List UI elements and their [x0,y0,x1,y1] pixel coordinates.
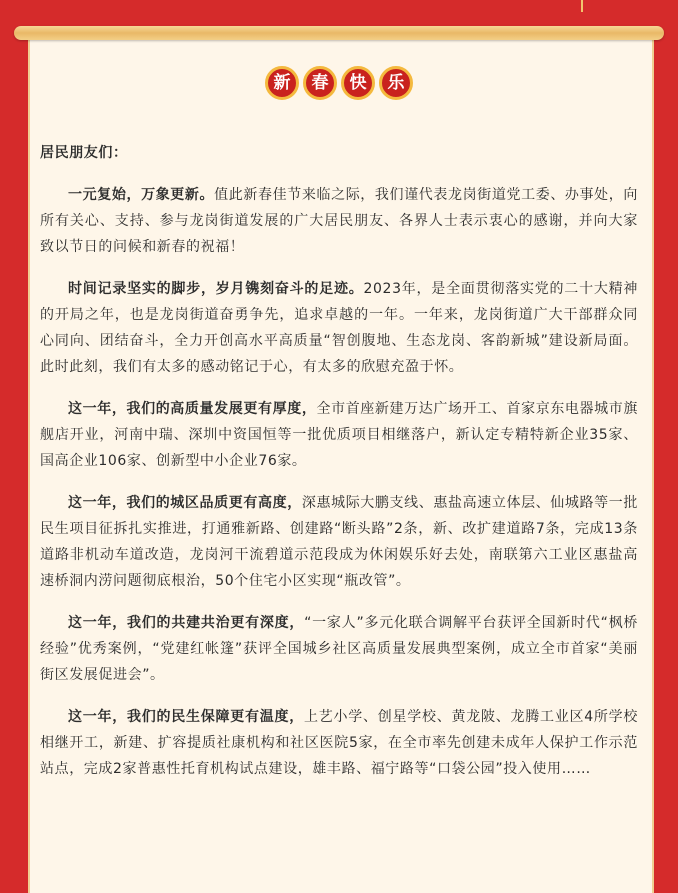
paragraph-5 [40,610,638,688]
paragraph-1-body: 值此新春佳节来临之际，我们谨代表龙岗街道党工委、办事处，向所有关心、支持、参与龙岗街道发展的广大居民朋友、各界人士表示衷心的感谢，并向大家致以节日的问候和新春的祝福！ [40,187,638,255]
title-char-2: 春 [303,66,337,100]
paragraph-3-lead: 这一年，我们的高质量发展更有厚度， [68,401,317,417]
paragraph-2-body: 2023年，是全面贯彻落实党的二十大精神的开局之年，也是龙岗街道奋勇争先，追求卓越的一年。一年来，龙岗街道广大干部群众同心同向、团结奋斗，全力开创高水平高质量“智创腹地、生态龙岗、客韵新城”建设新局面。此时此刻，我们有太多的感动铭记于心，有太多的欣慰充盈于怀。 [40,281,639,375]
paragraph-6-body: 上艺小学、创星学校、黄龙陂、龙腾工业区4所学校相继开工，新建、扩容提质社康机构和社区医院5家，在全市率先创建未成年人保护工作示范站点，完成2家普惠性托育机构试点建设，雄丰路、福宁路等“口袋公园”投入使用…… [40,709,638,777]
paragraph-6 [40,704,638,782]
paragraph-4-lead: 这一年，我们的城区品质更有高度， [68,495,302,511]
paragraph-6-lead: 这一年，我们的民生保障更有温度， [68,709,304,725]
paragraph-2-lead: 时间记录坚实的脚步，岁月镌刻奋斗的足迹。 [68,281,364,297]
paragraph-5-body: “一家人”多元化联合调解平台获评全国新时代“枫桥经验”优秀案例，“党建红帐篷”获评全国城乡社区高质量发展典型案例，成立全市首家“美丽街区发展促进会”。 [40,615,638,683]
title-char-4: 乐 [379,66,413,100]
paragraph-1 [40,182,638,260]
paragraph-3-body: 全市首座新建万达广场开工、首家京东电器城市旗舰店开业，河南中瑞、深圳中资国恒等一批优质项目相继落户，新认定专精特新企业35家、国高企业106家、创新型中小企业76家。 [40,401,638,469]
paragraph-4 [40,490,638,594]
paragraph-3 [40,396,638,474]
letter-content [40,140,638,798]
paragraph-2 [40,276,638,380]
paragraph-4-body: 深惠城际大鹏支线、惠盐高速立体层、仙城路等一批民生项目征拆扎实推进，打通雅新路、创建路“断头路”2条，新、改扩建道路7条，完成13条道路非机动车道改造，龙岗河干流碧道示范段成为休闲娱乐好去处，南联第六工业区惠盐高速桥洞内涝问题彻底根治，50个住宅小区实现“瓶改管”。 [40,495,638,589]
title-banner [0,66,678,100]
title-char-3: 快 [341,66,375,100]
greeting: 居民朋友们： [40,145,128,161]
scroll-rod [14,26,664,40]
title-char-1: 新 [265,66,299,100]
paragraph-1-lead: 一元复始，万象更新。 [68,187,215,203]
paragraph-5-lead: 这一年，我们的共建共治更有深度， [68,615,305,631]
top-ornament [581,0,583,12]
